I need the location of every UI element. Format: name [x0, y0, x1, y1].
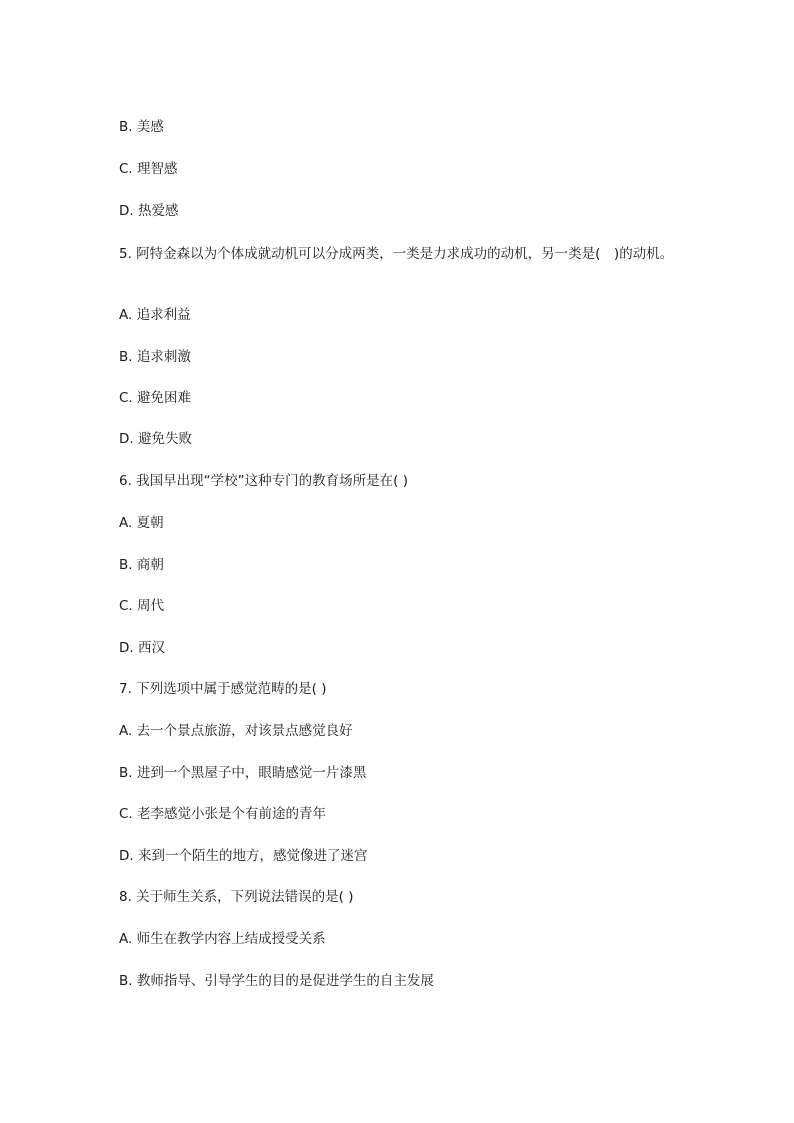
q4-option-c: C. 理智感: [119, 161, 178, 177]
q4-option-b: B. 美感: [119, 119, 164, 135]
q4-option-d: D. 热爱感: [119, 203, 179, 219]
q7-option-a: A. 去一个景点旅游，对该景点感觉良好: [119, 723, 353, 739]
q8-option-a: A. 师生在教学内容上结成授受关系: [119, 931, 326, 947]
q6-option-a: A. 夏朝: [119, 515, 164, 531]
q6-option-c: C. 周代: [119, 598, 165, 614]
q5-option-b: B. 追求刺激: [119, 349, 191, 365]
q8-option-b: B. 教师指导、引导学生的目的是促进学生的自主发展: [119, 973, 434, 989]
question-5: 5. 阿特金森以为个体成就动机可以分成两类，一类是力求成功的动机，另一类是( )的动机。: [119, 246, 674, 262]
q5-option-d: D. 避免失败: [119, 431, 192, 447]
question-7: 7. 下列选项中属于感觉范畴的是( ): [119, 681, 327, 697]
q6-option-b: B. 商朝: [119, 557, 164, 573]
q6-option-d: D. 西汉: [119, 640, 165, 656]
q5-option-c: C. 避免困难: [119, 390, 192, 406]
q7-option-c: C. 老李感觉小张是个有前途的青年: [119, 806, 327, 822]
q5-option-a: A. 追求利益: [119, 307, 191, 323]
question-6: 6. 我国早出现“学校”这种专门的教育场所是在( ): [119, 473, 408, 489]
q7-option-d: D. 来到一个陌生的地方，感觉像进了迷宫: [119, 848, 368, 864]
question-8: 8. 关于师生关系，下列说法错误的是( ): [119, 889, 354, 905]
q7-option-b: B. 进到一个黑屋子中，眼睛感觉一片漆黑: [119, 765, 367, 781]
